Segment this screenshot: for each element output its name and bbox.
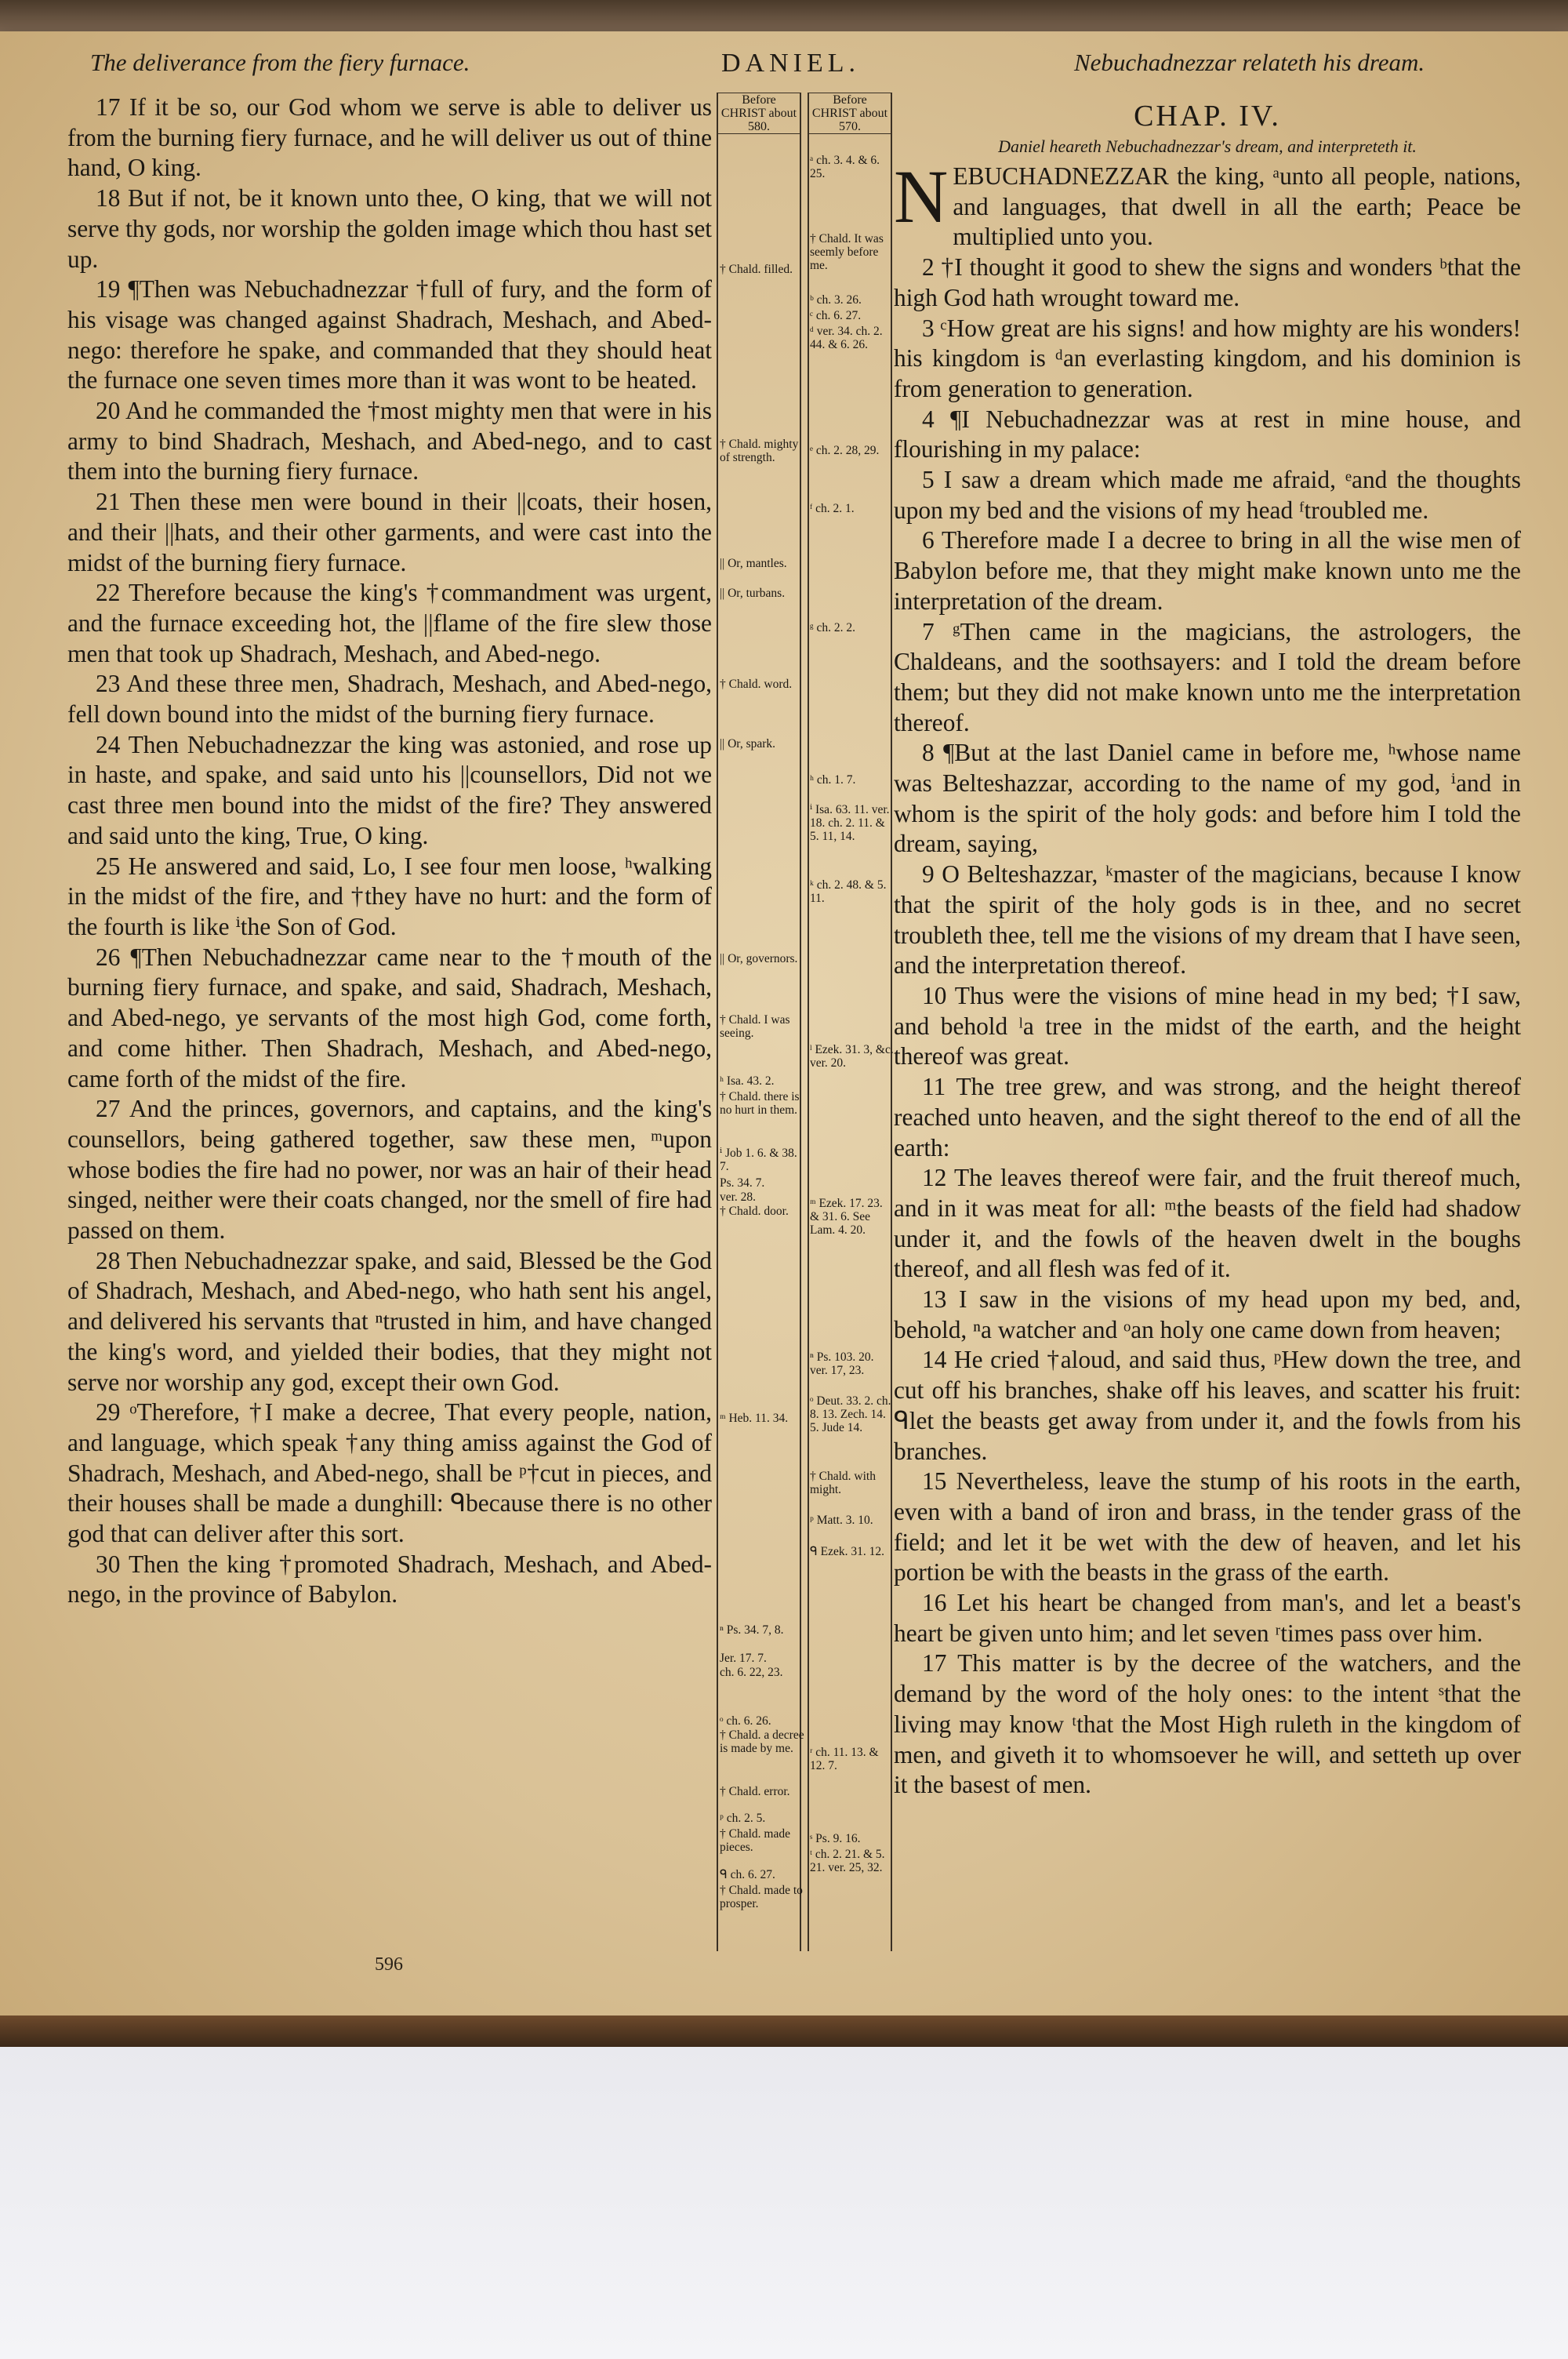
running-header-left: The deliverance from the fiery furnace. <box>90 49 470 76</box>
margin-note: ˡ Ezek. 31. 3, &c. ver. 20. <box>810 1043 894 1070</box>
margin-note: Jer. 17. 7. <box>720 1652 767 1665</box>
margin-note: ᵏ ch. 2. 48. & 5. 11. <box>810 878 887 905</box>
verse: 4 ¶I Nebuchadnezzar was at rest in mine house, and flourishing in my palace: <box>894 405 1521 463</box>
verse: 11 The tree grew, and was strong, and the height thereof reached unto heaven, and the sight thereof to the end of all the earth: <box>894 1073 1521 1161</box>
margin-note: † Chald. there is no hurt in them. <box>720 1090 800 1117</box>
verse: 28 Then Nebuchadnezzar spake, and said, Blessed be the God of Shadrach, Meshach, and Abed-nego, who hath sent his angel, and delivered his servants that ⁿtrusted in him, and have changed the king's word, and yielded their bodies, that they might not serve nor worship any god, except their own God. <box>67 1246 712 1396</box>
verse: 24 Then Nebuchadnezzar the king was astonied, and rose up in haste, and spake, and said unto his ||counsellors, Did not we cast three men bound into the midst of the fire? They answered and said unto the king, True, O king. <box>67 730 712 849</box>
margin-note: ˢ Ps. 9. 16. <box>810 1832 861 1845</box>
margin-note: ᵗ ch. 2. 21. & 5. 21. ver. 25, 32. <box>810 1848 885 1874</box>
running-header-right: Nebuchadnezzar relateth his dream. <box>1074 49 1425 76</box>
margin-note: † Chald. with might. <box>810 1470 876 1496</box>
verse: 16 Let his heart be changed from man's, and let a beast's heart be given unto him; and let seven ʳtimes pass over him. <box>894 1589 1521 1647</box>
margin-note: ᑫ Ezek. 31. 12. <box>810 1545 884 1558</box>
verse: 14 He cried †aloud, and said thus, ᵖHew down the tree, and cut off his branches, shake off his leaves, and scatter his fruit: ᑫlet the beasts get away from under it, and the fowls from his branches. <box>894 1346 1521 1465</box>
running-header-book: DANIEL. <box>721 49 861 78</box>
margin-note: † Chald. a decree is made by me. <box>720 1728 804 1755</box>
margin-head-left <box>718 93 800 134</box>
verse: 10 Thus were the visions of mine head in my bed; †I saw, and behold ˡa tree in the midst of the earth, and the height thereof was great. <box>894 981 1521 1070</box>
verse: 22 Therefore because the king's †commandment was urgent, and the furnace exceeding hot, the ||flame of the fire slew those men that took up Shadrach, Meshach, and Abed-nego. <box>67 579 712 667</box>
verse: 27 And the princes, governors, and captains, and the king's counsellors, being gathered together, saw these men, ᵐupon whose bodies the fire had no power, nor was an hair of their head singed, neither were their coats changed, nor the smell of fire had passed on them. <box>67 1095 712 1245</box>
verse: 18 But if not, be it known unto thee, O king, that we will not serve thy gods, nor worship the golden image which thou hast set up. <box>67 184 712 273</box>
margin-head-text: Before CHRIST about 580. <box>718 93 800 134</box>
margin-note: || Or, turbans. <box>720 587 786 600</box>
margin-note: || Or, spark. <box>720 737 776 751</box>
margin-note: Ps. 34. 7. <box>720 1176 765 1190</box>
verse: 30 Then the king †promoted Shadrach, Meshach, and Abed-nego, in the province of Babylon. <box>67 1550 712 1608</box>
margin-note: || Or, mantles. <box>720 557 787 570</box>
verse: 7 ᵍThen came in the magicians, the astrologers, the Chaldeans, and the soothsayers: and I told the dream before them; but they did not make known unto me the interpretation thereof. <box>894 617 1521 736</box>
margin-head-right <box>809 93 891 134</box>
margin-note: ʳ ch. 11. 13. & 12. 7. <box>810 1746 879 1772</box>
verse: 2 †I thought it good to shew the signs and wonders ᵇthat the high God hath wrought toward me. <box>894 253 1521 311</box>
margin-note: ᵇ ch. 3. 26. <box>810 293 862 307</box>
chapter-heading: CHAP. IV. <box>1134 100 1281 133</box>
margin-note: † Chald. made to prosper. <box>720 1884 803 1910</box>
margin-note: † Chald. It was seemly before me. <box>810 232 884 272</box>
verse: 3 ᶜHow great are his signs! and how mighty are his wonders! his kingdom is ᵈan everlasting kingdom, and his dominion is from generation to generation. <box>894 314 1521 402</box>
verse: 19 ¶Then was Nebuchadnezzar †full of fury, and the form of his visage was changed against Shadrach, Meshach, and Abed-nego: therefore he spake, and commanded that they should heat the furnace one seven times more than it was wont to be heated. <box>67 275 712 394</box>
verse: 15 Nevertheless, leave the stump of his roots in the earth, even with a band of iron and brass, in the tender grass of the field; and let it be wet with the dew of heaven, and let his portion be with the beasts in the grass of the earth. <box>894 1467 1521 1587</box>
verse: 12 The leaves thereof were fair, and the fruit thereof much, and in it was meat for all: ᵐthe beasts of the field had shadow under it, and the fowls of the heaven dwelt in the boughs thereof, and all flesh was fed of it. <box>894 1164 1521 1283</box>
book-edge <box>0 2016 1568 2047</box>
verse: 25 He answered and said, Lo, I see four men loose, ʰwalking in the midst of the fire, and †they have no hurt: and the form of the fourth is like ⁱthe Son of God. <box>67 852 712 940</box>
page-number: 596 <box>375 1954 403 1975</box>
margin-note: ᶜ ch. 6. 27. <box>810 309 862 322</box>
margin-note: ⁿ Ps. 103. 20. ver. 17, 23. <box>810 1350 874 1377</box>
margin-note: ᵖ Matt. 3. 10. <box>810 1514 873 1527</box>
margin-note: ᵐ Ezek. 17. 23. & 31. 6. See Lam. 4. 20. <box>810 1197 883 1237</box>
verse: 9 O Belteshazzar, ᵏmaster of the magicians, because I know that the spirit of the holy gods is in thee, and no secret troubleth thee, tell me the visions of my dream that I have seen, and the interpretation thereof. <box>894 860 1521 980</box>
verse: 23 And these three men, Shadrach, Meshach, and Abed-nego, fell down bound into the midst of the burning fiery furnace. <box>67 670 712 729</box>
margin-note: ver. 28. <box>720 1190 757 1204</box>
margin-rule <box>891 93 892 1951</box>
verse: 17 This matter is by the decree of the watchers, and the demand by the word of the holy ones: to the intent ˢthat the living may know ᵗthat the Most High ruleth in the kingdom of men, and giveth it to whomsoever he will, and setteth up over it the basest of men. <box>894 1649 1521 1799</box>
verse: 29 ᵒTherefore, †I make a decree, That every people, nation, and language, which speak †any thing amiss against the God of Shadrach, Meshach, and Abed-nego, shall be ᵖ†cut in pieces, and their houses shall be made a dunghill: ᑫbecause there is no other god that can deliver after this sort. <box>67 1398 712 1548</box>
margin-note: ⁿ Ps. 34. 7, 8. <box>720 1623 784 1637</box>
margin-note: ⁱ Isa. 63. 11. ver. 18. ch. 2. 11. & 5. 11, 14. <box>810 803 890 843</box>
margin-note: † Chald. door. <box>720 1205 789 1218</box>
margin-note: † Chald. made pieces. <box>720 1827 790 1854</box>
margin-note: || Or, governors. <box>720 952 798 965</box>
margin-rule <box>717 93 718 1951</box>
margin-note: ᵍ ch. 2. 2. <box>810 621 856 634</box>
margin-note: ᵈ ver. 34. ch. 2. 44. & 6. 26. <box>810 325 883 351</box>
margin-note: † Chald. word. <box>720 678 793 691</box>
margin-note: † Chald. filled. <box>720 263 793 276</box>
margin-head-text: Before CHRIST about 570. <box>809 93 891 134</box>
margin-note: ᵃ ch. 3. 4. & 6. 25. <box>810 154 880 180</box>
margin-note: ʰ Isa. 43. 2. <box>720 1074 775 1088</box>
margin-note: ᵉ ch. 2. 28, 29. <box>810 444 880 457</box>
verse-1-text: EBUCHADNEZZAR the king, ᵃunto all people, nations, and languages, that dwell in all the earth; Peace be multiplied unto you. <box>953 162 1521 251</box>
margin-note: ᵖ ch. 2. 5. <box>720 1812 766 1825</box>
margin-note: ch. 6. 22, 23. <box>720 1666 783 1679</box>
margin-rule <box>808 93 809 1951</box>
margin-note: ᵐ Heb. 11. 34. <box>720 1412 789 1425</box>
margin-note: ᑫ ch. 6. 27. <box>720 1868 775 1881</box>
verse: 17 If it be so, our God whom we serve is able to deliver us from the burning fiery furnace, and he will deliver us out of thine hand, O king. <box>67 93 712 182</box>
margin-note: ʰ ch. 1. 7. <box>810 773 856 787</box>
margin-note: ᶠ ch. 2. 1. <box>810 502 855 515</box>
verse: 8 ¶But at the last Daniel came in before me, ʰwhose name was Belteshazzar, according to the name of my god, ⁱand in whom is the spirit of the holy gods: and before him I told the dream, saying, <box>894 739 1521 858</box>
verse: 5 I saw a dream which made me afraid, ᵉand the thoughts upon my bed and the visions of my head ᶠtroubled me. <box>894 466 1521 524</box>
margin-note: † Chald. I was seeing. <box>720 1013 790 1040</box>
left-text-column <box>67 93 712 1610</box>
verse-1 <box>894 154 1521 253</box>
margin-note: † Chald. error. <box>720 1785 790 1798</box>
margin-note: † Chald. mighty of strength. <box>720 438 799 464</box>
background-surface <box>0 2047 1568 2359</box>
margin-note: ᵒ Deut. 33. 2. ch. 8. 13. Zech. 14. 5. Jude 14. <box>810 1394 891 1434</box>
verse: 6 Therefore made I a decree to bring in all the wise men of Babylon before me, that they might make known unto me the interpretation of the dream. <box>894 526 1521 615</box>
verse: 26 ¶Then Nebuchadnezzar came near to the †mouth of the burning fiery furnace, and spake, and said, Shadrach, Meshach, and Abed-nego, ye servants of the most high God, come forth, and come hither. Then Shadrach, Meshach, and Abed-nego, came forth of the midst of the fire. <box>67 943 712 1092</box>
verse: 20 And he commanded the †most mighty men that were in his army to bind Shadrach, Meshach, and Abed-nego, and to cast them into the burning fiery furnace. <box>67 397 712 485</box>
margin-note: ⁱ Job 1. 6. & 38. 7. <box>720 1147 797 1173</box>
margin-note: ᵒ ch. 6. 26. <box>720 1714 771 1728</box>
right-text-column <box>894 99 1521 1801</box>
drop-cap: N <box>894 154 949 238</box>
verse: 13 I saw in the visions of my head upon my bed, and, behold, ⁿa watcher and ᵒan holy one came down from heaven; <box>894 1285 1521 1343</box>
chapter-summary: Daniel heareth Nebuchadnezzar's dream, and interpreteth it. <box>998 136 1417 156</box>
verse: 21 Then these men were bound in their ||coats, their hosen, and their ||hats, and their other garments, and were cast into the midst of the burning fiery furnace. <box>67 488 712 576</box>
